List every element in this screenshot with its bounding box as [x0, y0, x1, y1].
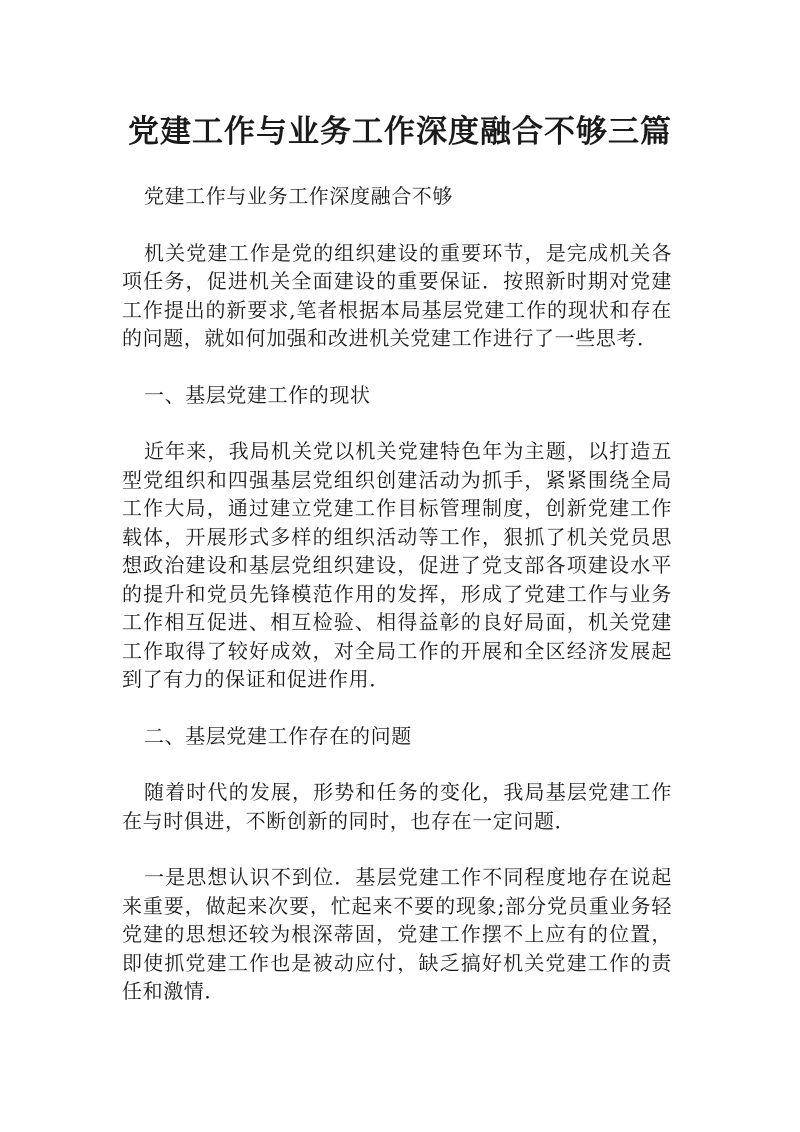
paragraph-problems-intro: 随着时代的发展，形势和任务的变化，我局基层党建工作在与时俱进，不断创新的同时，也存在一定问题． — [122, 780, 672, 833]
section-heading-problems: 二、基层党建工作存在的问题 — [144, 723, 412, 748]
paragraph-status: 近年来，我局机关党以机关党建特色年为主题，以打造五型党组织和四强基层党组织创建活动为抓手，紧紧围绕全局工作大局，通过建立党建工作目标管理制度，创新党建工作载体，开展形式多样的组织活动等工作，狠抓了机关党员思想政治建设和基层党组织建设，促进了党支部各项建设水平的提升和党员先锋模范作用的发挥，形成了党建工作与业务工作相互促进、相互检验、相得益彰的良好局面，机关党建工作取得了较好成效，对全局工作的开展和全区经济发展起到了有力的保证和促进作用． — [122, 439, 672, 691]
section-heading-status: 一、基层党建工作的现状 — [144, 382, 371, 407]
document-title: 党建工作与业务工作深度融合不够三篇 — [128, 114, 672, 150]
paragraph-problem-one: 一是思想认识不到位．基层党建工作不同程度地存在说起来重要，做起来次要，忙起来不要的现象;部分党员重业务轻党建的思想还较为根深蒂固，党建工作摆不上应有的位置，即使抓党建工作也是被动应付，缺乏搞好机关党建工作的责任和激情． — [122, 865, 672, 1003]
document-body — [122, 182, 672, 1006]
paragraph-intro: 机关党建工作是党的组织建设的重要环节，是完成机关各项任务，促进机关全面建设的重要保证．按照新时期对党建工作提出的新要求,笔者根据本局基层党建工作的现状和存在的问题，就如何加强和改进机关党建工作进行了一些思考． — [122, 240, 672, 350]
paragraph-subtitle: 党建工作与业务工作深度融合不够 — [144, 184, 453, 208]
